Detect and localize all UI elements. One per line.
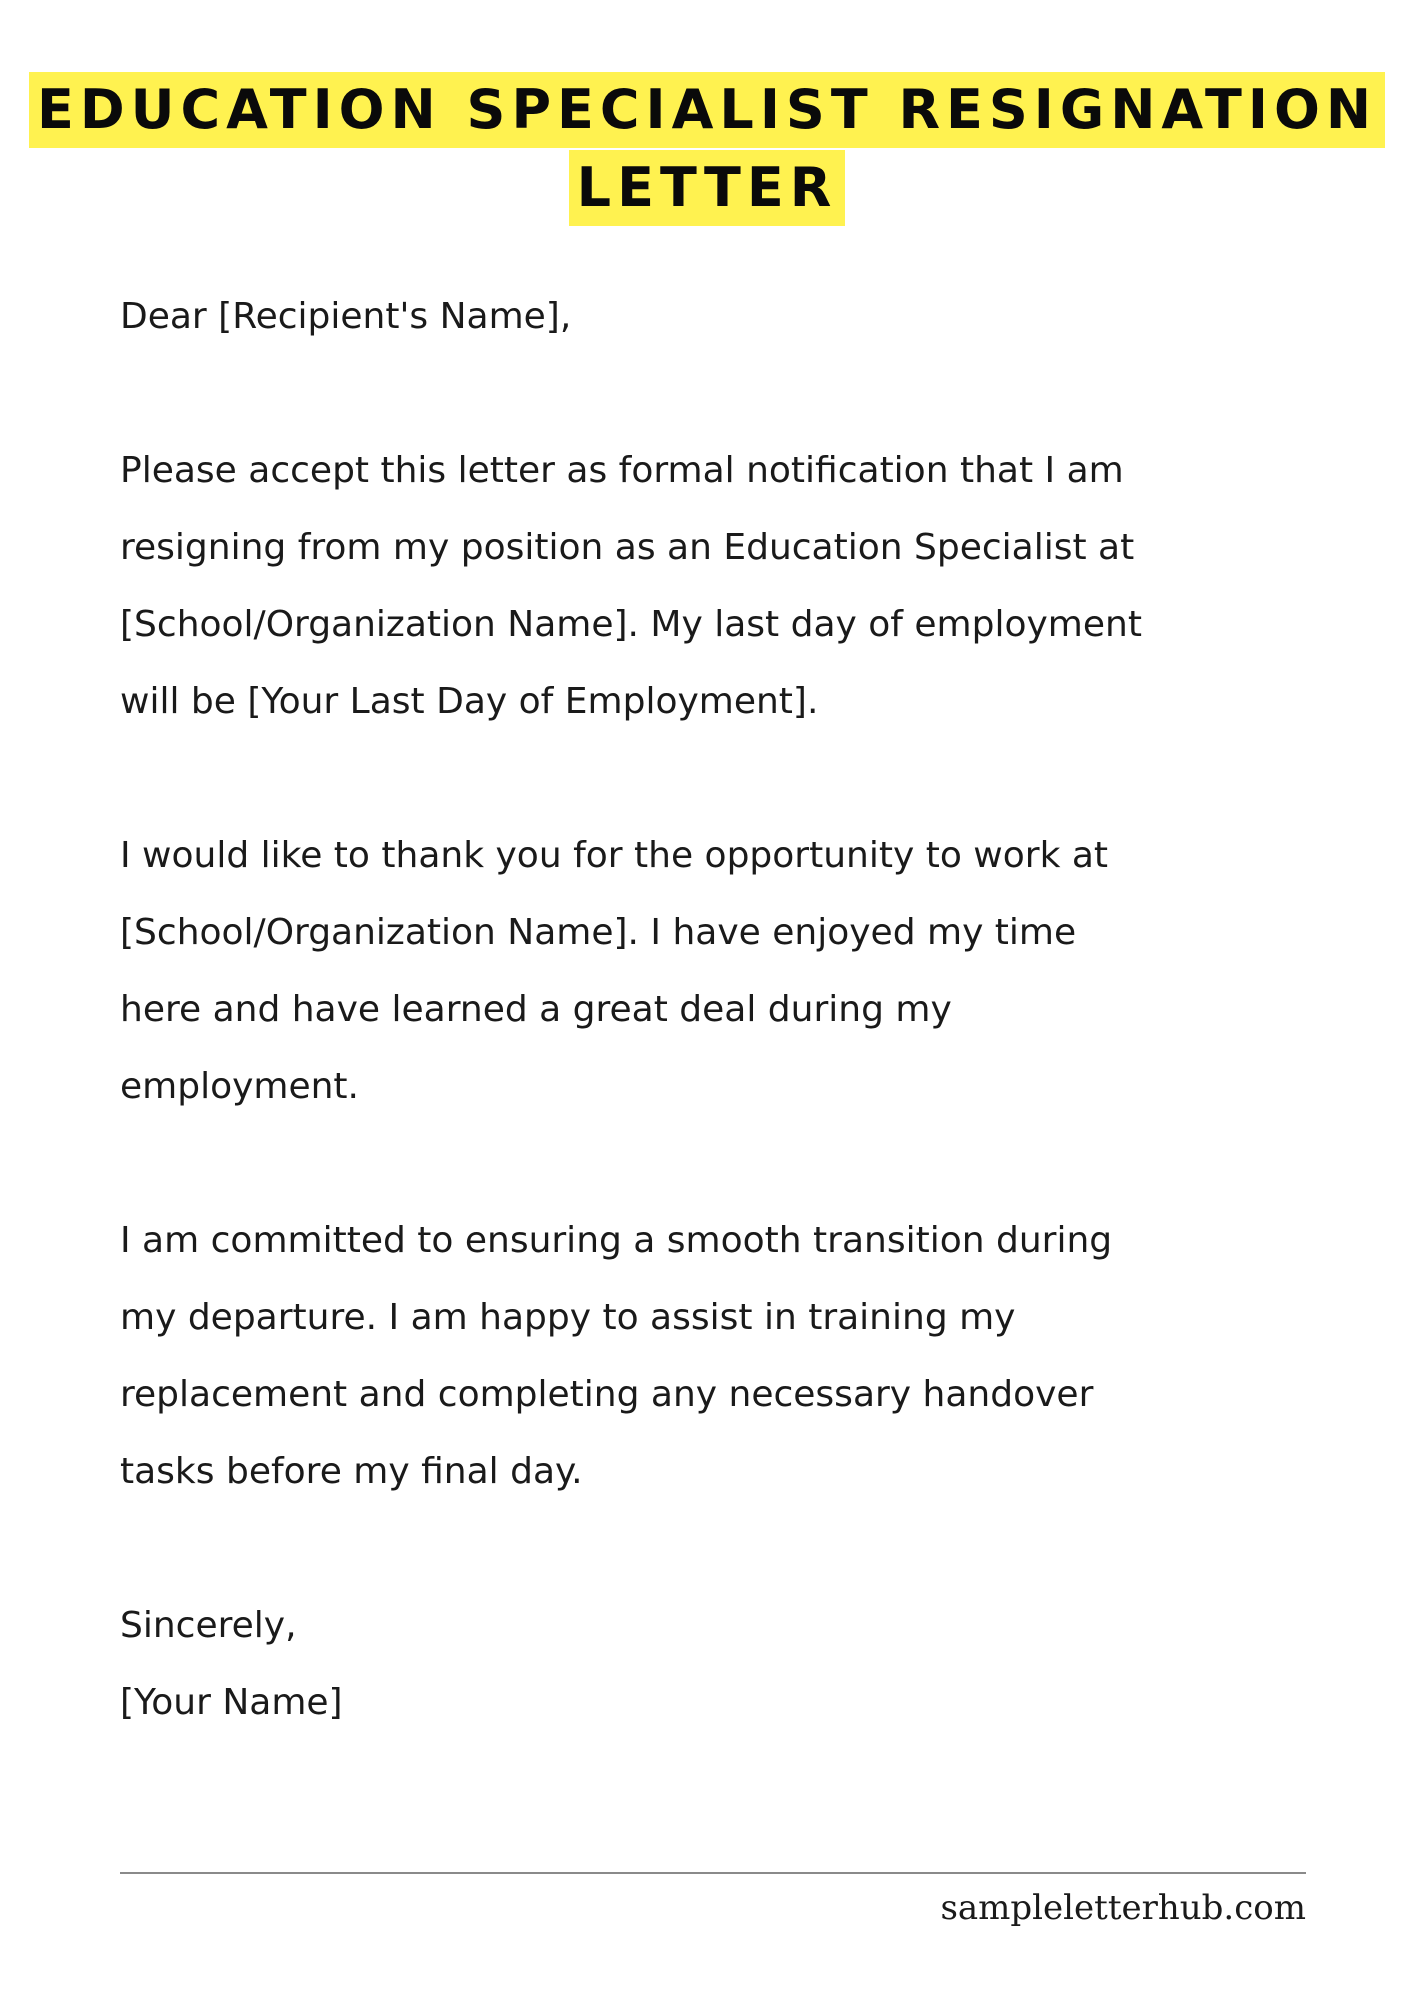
letter-body — [120, 278, 1370, 1741]
title-line-2: LETTER — [569, 150, 846, 226]
spacer — [120, 740, 1370, 817]
title-line-1-wrapper — [0, 72, 1414, 148]
footer-website: sampleletterhub.com — [940, 1888, 1306, 1928]
letter-title — [0, 72, 1414, 226]
closing: Sincerely, — [120, 1605, 297, 1646]
title-line-2-wrapper — [0, 148, 1414, 226]
salutation: Dear [Recipient's Name], — [120, 296, 572, 337]
spacer — [120, 1125, 1370, 1202]
spacer — [120, 355, 1370, 432]
footer-divider — [120, 1872, 1306, 1874]
title-line-1: EDUCATION SPECIALIST RESIGNATION — [29, 72, 1385, 148]
paragraph-thanks: I would like to thank you for the opportunity to work at [School/Organization Name]. I have enjoyed my time here and have learned a great deal during my employment. — [120, 835, 1109, 1107]
paragraph-transition: I am committed to ensuring a smooth transition during my departure. I am happy to assist in training my replacement and completing any necessary handover tasks before my final day. — [120, 1220, 1113, 1492]
signature: [Your Name] — [120, 1682, 343, 1723]
paragraph-notification: Please accept this letter as formal notification that I am resigning from my position as an Education Specialist at [School/Organization Name]. My last day of employment will be [Your Last Day of Employment]. — [120, 450, 1142, 722]
spacer — [120, 1510, 1370, 1587]
